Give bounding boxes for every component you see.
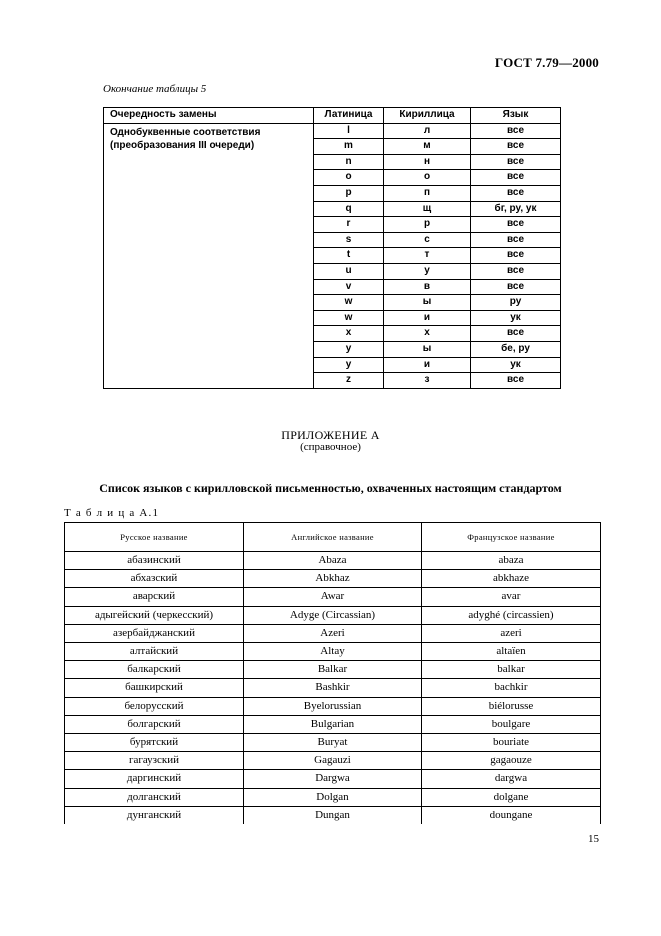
table5-latin-cell: o (314, 170, 384, 186)
table5-cyrillic-cell: у (384, 263, 471, 279)
tableA-french-cell: altaïen (422, 643, 601, 661)
table5-latin-cell: l (314, 123, 384, 139)
table5 (103, 107, 561, 389)
table5-language-cell: все (471, 139, 561, 155)
tableA-row (65, 715, 601, 733)
tableA-french-cell: azeri (422, 624, 601, 642)
table5-latin-cell: u (314, 263, 384, 279)
table5-cyrillic-cell: ы (384, 341, 471, 357)
appendix-title: ПРИЛОЖЕНИЕ А (281, 428, 380, 442)
tableA-russian-cell: дунганский (65, 806, 244, 824)
table5-cyrillic-cell: л (384, 123, 471, 139)
table5-language-cell: все (471, 263, 561, 279)
tableA-russian-cell: азербайджанский (65, 624, 244, 642)
tableA-row (65, 806, 601, 824)
table5-language-cell: бг, ру, ук (471, 201, 561, 217)
tableA-row (65, 588, 601, 606)
tableA-russian-cell: даргинский (65, 770, 244, 788)
tableA-english-cell: Abaza (244, 552, 422, 570)
tableA-russian-cell: балкарский (65, 661, 244, 679)
table5-row (104, 123, 561, 139)
table5-latin-cell: p (314, 185, 384, 201)
tableA-col-english: Английское название (244, 523, 422, 552)
table5-latin-cell: y (314, 357, 384, 373)
table5-language-cell: все (471, 170, 561, 186)
tableA-row (65, 570, 601, 588)
table5-latin-cell: s (314, 232, 384, 248)
table5-language-cell: все (471, 185, 561, 201)
table5-language-cell: все (471, 248, 561, 264)
tableA-header-row (65, 523, 601, 552)
tableA-french-cell: abkhaze (422, 570, 601, 588)
page-number: 15 (588, 833, 599, 845)
tableA-french-cell: avar (422, 588, 601, 606)
table5-latin-cell: r (314, 217, 384, 233)
table5-language-cell: все (471, 326, 561, 342)
table5-language-cell: все (471, 279, 561, 295)
tableA-french-cell: adyghé (circassien) (422, 606, 601, 624)
tableA-caption: Т а б л и ц а А.1 (64, 507, 160, 519)
table5-language-cell: все (471, 217, 561, 233)
tableA-russian-cell: башкирский (65, 679, 244, 697)
tableA-russian-cell: абазинский (65, 552, 244, 570)
table5-cyrillic-cell: м (384, 139, 471, 155)
table5-language-cell: все (471, 373, 561, 389)
table5-cyrillic-cell: и (384, 310, 471, 326)
tableA-french-cell: bouriate (422, 734, 601, 752)
table5-language-cell: ру (471, 295, 561, 311)
tableA-english-cell: Adyge (Circassian) (244, 606, 422, 624)
table5-header-row (104, 108, 561, 124)
table5-latin-cell: z (314, 373, 384, 389)
tableA-russian-cell: гагаузский (65, 752, 244, 770)
language-list-title: Список языков с кирилловской письменностью, охваченных настоящим стандартом (99, 481, 562, 495)
tableA-russian-cell: бурятский (65, 734, 244, 752)
table5-cyrillic-cell: п (384, 185, 471, 201)
table5-latin-cell: n (314, 154, 384, 170)
tableA-english-cell: Dolgan (244, 788, 422, 806)
tableA-french-cell: gagaouze (422, 752, 601, 770)
tableA-english-cell: Abkhaz (244, 570, 422, 588)
table5-language-cell: ук (471, 357, 561, 373)
tableA-russian-cell: алтайский (65, 643, 244, 661)
standard-header: ГОСТ 7.79—2000 (494, 55, 599, 70)
tableA-col-russian: Русское название (65, 523, 244, 552)
tableA-english-cell: Bulgarian (244, 715, 422, 733)
table5-latin-cell: v (314, 279, 384, 295)
table5-latin-cell: w (314, 310, 384, 326)
tableA-french-cell: dolgane (422, 788, 601, 806)
tableA-english-cell: Awar (244, 588, 422, 606)
table5-cyrillic-cell: в (384, 279, 471, 295)
table5-language-cell: все (471, 123, 561, 139)
tableA-english-cell: Balkar (244, 661, 422, 679)
table5-language-cell: все (471, 232, 561, 248)
appendix-subtitle: (справочное) (300, 441, 361, 453)
table5-cyrillic-cell: щ (384, 201, 471, 217)
tableA-russian-cell: болгарский (65, 715, 244, 733)
tableA-russian-cell: абхазский (65, 570, 244, 588)
table5-cyrillic-cell: ы (384, 295, 471, 311)
tableA-russian-cell: адыгейский (черкесский) (65, 606, 244, 624)
table5-col-order: Очередность замены (104, 108, 314, 124)
table5-cyrillic-cell: с (384, 232, 471, 248)
tableA-row (65, 697, 601, 715)
table5-cyrillic-cell: н (384, 154, 471, 170)
tableA-english-cell: Dargwa (244, 770, 422, 788)
table5-language-cell: ук (471, 310, 561, 326)
tableA-row (65, 624, 601, 642)
tableA-row (65, 661, 601, 679)
tableA-col-french: Французское название (422, 523, 601, 552)
table5-cyrillic-cell: о (384, 170, 471, 186)
tableA-english-cell: Azeri (244, 624, 422, 642)
tableA-french-cell: dargwa (422, 770, 601, 788)
tableA-row (65, 679, 601, 697)
tableA-french-cell: doungane (422, 806, 601, 824)
tableA-french-cell: biélorusse (422, 697, 601, 715)
tableA (64, 522, 601, 824)
table5-latin-cell: w (314, 295, 384, 311)
table5-language-cell: бе, ру (471, 341, 561, 357)
tableA-french-cell: bachkir (422, 679, 601, 697)
tableA-row (65, 734, 601, 752)
tableA-russian-cell: аварский (65, 588, 244, 606)
tableA-english-cell: Dungan (244, 806, 422, 824)
table5-latin-cell: m (314, 139, 384, 155)
tableA-french-cell: abaza (422, 552, 601, 570)
table5-group-label: Однобуквенные соответствия (преобразования III очереди) (104, 123, 314, 388)
tableA-row (65, 752, 601, 770)
table5-caption: Окончание таблицы 5 (103, 83, 207, 95)
tableA-row (65, 788, 601, 806)
tableA-russian-cell: долганский (65, 788, 244, 806)
tableA-row (65, 643, 601, 661)
tableA-english-cell: Bashkir (244, 679, 422, 697)
table5-cyrillic-cell: т (384, 248, 471, 264)
tableA-row (65, 552, 601, 570)
tableA-french-cell: boulgare (422, 715, 601, 733)
tableA-english-cell: Altay (244, 643, 422, 661)
tableA-english-cell: Buryat (244, 734, 422, 752)
table5-col-cyrillic: Кириллица (384, 108, 471, 124)
table5-language-cell: все (471, 154, 561, 170)
tableA-row (65, 606, 601, 624)
tableA-russian-cell: белорусский (65, 697, 244, 715)
tableA-french-cell: balkar (422, 661, 601, 679)
table5-latin-cell: y (314, 341, 384, 357)
table5-cyrillic-cell: р (384, 217, 471, 233)
tableA-row (65, 770, 601, 788)
table5-cyrillic-cell: и (384, 357, 471, 373)
tableA-english-cell: Byelorussian (244, 697, 422, 715)
table5-cyrillic-cell: х (384, 326, 471, 342)
table5-latin-cell: q (314, 201, 384, 217)
tableA-english-cell: Gagauzi (244, 752, 422, 770)
table5-col-language: Язык (471, 108, 561, 124)
table5-latin-cell: t (314, 248, 384, 264)
table5-col-latin: Латиница (314, 108, 384, 124)
table5-latin-cell: x (314, 326, 384, 342)
table5-cyrillic-cell: з (384, 373, 471, 389)
